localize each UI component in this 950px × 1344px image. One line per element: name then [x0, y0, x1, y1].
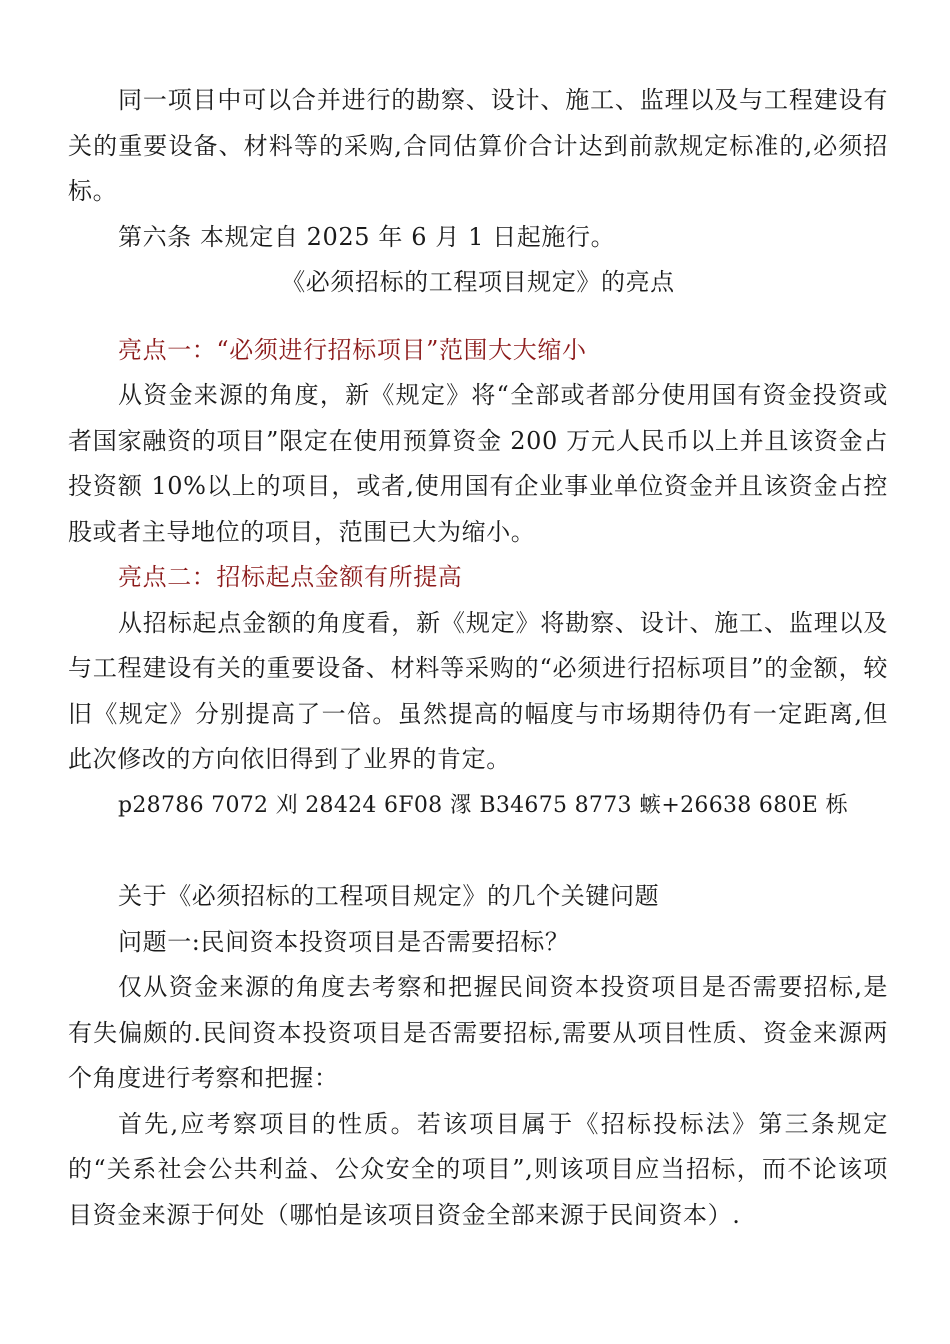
code-line: p28786 7072 刈 28424 6F08 潈 B34675 8773 螏+26638 680E 栎	[118, 792, 848, 818]
paragraph-article-six: 第六条 本规定自 2025 年 6 月 1 日起施行。	[118, 222, 616, 251]
highlight-heading-two: 亮点二：招标起点金额有所提高	[118, 563, 463, 591]
paragraph-funding-source: 从资金来源的角度，新《规定》将“全部或者部分使用国有资金投资或者国家融资的项目”限定在使用预算资金 200 万元人民币以上并且该资金占投资额 10%以上的项目，或者,使用国有企业事业单位资金并且该资金占控股或者主导地位的项目，范围已大为缩小。	[68, 381, 888, 546]
spacer	[68, 306, 888, 328]
section-title: 《必须招标的工程项目规定》的亮点	[281, 268, 675, 296]
paragraph-key-issues-title: 关于《必须招标的工程项目规定》的几个关键问题	[118, 882, 660, 910]
document-page	[68, 78, 888, 1238]
paragraph-merged-procurement: 同一项目中可以合并进行的勘察、设计、施工、监理以及与工程建设有关的重要设备、材料等的采购,合同估算价合计达到前款规定标准的,必须招标。	[68, 86, 888, 205]
paragraph-project-nature: 首先,应考察项目的性质。若该项目属于《招标投标法》第三条规定的“关系社会公共利益、公众安全的项目”,则该项目应当招标，而不论该项目资金来源于何处（哪怕是该项目资金全部来源于民间资本）.	[68, 1109, 888, 1229]
paragraph-question-one: 问题一:民间资本投资项目是否需要招标？	[118, 927, 570, 956]
highlight-heading-one: 亮点一：“必须进行招标项目”范围大大缩小	[118, 335, 587, 364]
paragraph-private-capital: 仅从资金来源的角度去考察和把握民间资本投资项目是否需要招标,是有失偏颇的.民间资本投资项目是否需要招标,需要从项目性质、资金来源两个角度进行考察和把握：	[68, 973, 888, 1092]
paragraph-threshold-amount: 从招标起点金额的角度看，新《规定》将勘察、设计、施工、监理以及与工程建设有关的重要设备、材料等采购的“必须进行招标项目”的金额，较旧《规定》分别提高了一倍。虽然提高的幅度与市场期待仍有一定距离,但此次修改的方向依旧得到了业界的肯定。	[68, 608, 888, 773]
spacer	[68, 828, 888, 874]
